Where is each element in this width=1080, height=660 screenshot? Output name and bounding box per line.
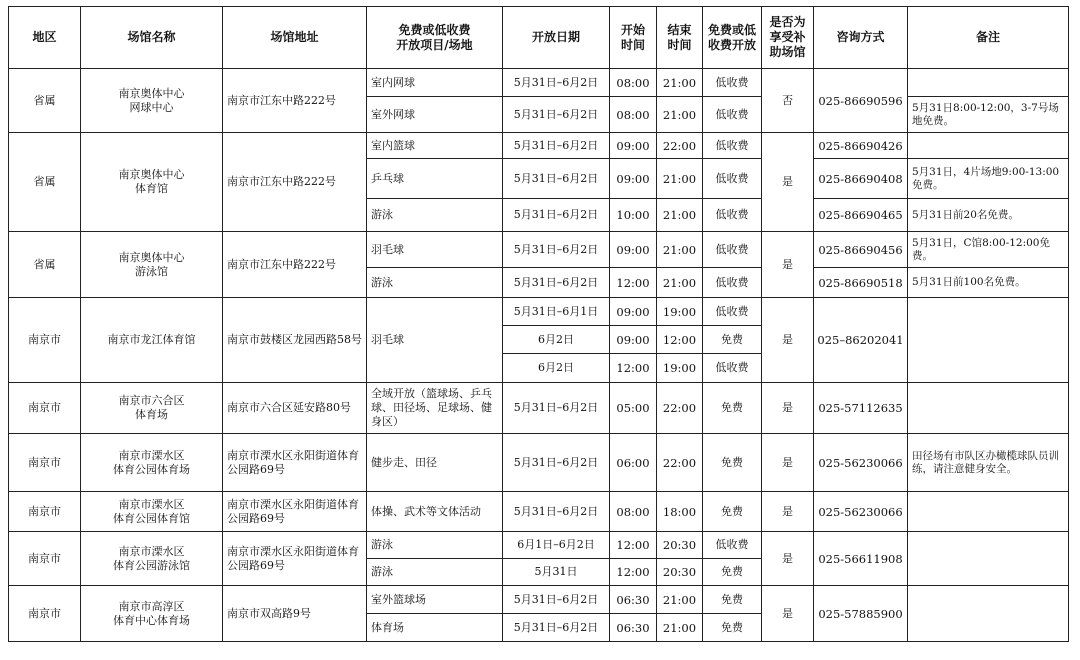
start-time-cell: 08:00 [610, 97, 657, 133]
date-cell: 5月31日–6月2日 [503, 586, 610, 614]
subsidy-cell: 是 [762, 434, 814, 492]
date-cell: 5月31日–6月2日 [503, 383, 610, 434]
contact-cell: 025-86690518 [814, 268, 908, 298]
fee-type-cell: 免费 [703, 614, 762, 642]
start-time-cell: 09:00 [610, 232, 657, 268]
start-time-cell: 12:00 [610, 268, 657, 298]
region-cell: 南京市 [9, 383, 81, 434]
fee-type-cell: 免费 [703, 586, 762, 614]
end-time-cell: 21:00 [657, 268, 703, 298]
start-time-cell: 10:00 [610, 199, 657, 232]
notes-cell [908, 532, 1069, 586]
end-time-cell: 21:00 [657, 199, 703, 232]
contact-cell: 025-86690408 [814, 159, 908, 199]
header-notes: 备注 [908, 7, 1069, 69]
end-time-cell: 22:00 [657, 383, 703, 434]
fee-type-cell: 低收费 [703, 268, 762, 298]
subsidy-cell: 是 [762, 383, 814, 434]
table-row [9, 298, 1069, 326]
end-time-cell: 21:00 [657, 69, 703, 97]
date-cell: 6月1日–6月2日 [503, 532, 610, 559]
contact-cell: 025-86690596 [814, 69, 908, 133]
venue-name-cell: 南京市溧水区 体育公园体育场 [81, 434, 223, 492]
date-cell: 5月31日–6月2日 [503, 133, 610, 159]
start-time-cell: 09:00 [610, 159, 657, 199]
fee-type-cell: 免费 [703, 492, 762, 532]
end-time-cell: 18:00 [657, 492, 703, 532]
venue-table [8, 6, 1069, 642]
venue-address-cell: 南京市溧水区永阳街道体育公园路69号 [223, 492, 367, 532]
start-time-cell: 12:00 [610, 532, 657, 559]
contact-cell: 025-56230066 [814, 492, 908, 532]
item-cell: 室外篮球场 [367, 586, 503, 614]
item-cell: 健步走、田径 [367, 434, 503, 492]
table-row [9, 69, 1069, 97]
header-fee-type: 免费或低 收费开放 [703, 7, 762, 69]
end-time-cell: 19:00 [657, 298, 703, 326]
start-time-cell: 09:00 [610, 326, 657, 354]
notes-cell: 5月31日，C馆8:00-12:00免费。 [908, 232, 1069, 268]
end-time-cell: 21:00 [657, 614, 703, 642]
venue-name-cell: 南京奥体中心 游泳馆 [81, 232, 223, 298]
date-cell: 6月2日 [503, 354, 610, 383]
header-venue-name: 场馆名称 [81, 7, 223, 69]
header-open-item: 免费或低收费 开放项目/场地 [367, 7, 503, 69]
date-cell: 5月31日–6月2日 [503, 69, 610, 97]
venue-address-cell: 南京市鼓楼区龙园西路58号 [223, 298, 367, 383]
start-time-cell: 09:00 [610, 298, 657, 326]
table-row [9, 586, 1069, 614]
start-time-cell: 06:30 [610, 614, 657, 642]
item-cell: 全域开放（篮球场、乒乓球、田径场、足球场、健身区） [367, 383, 503, 434]
fee-type-cell: 免费 [703, 434, 762, 492]
end-time-cell: 20:30 [657, 532, 703, 559]
start-time-cell: 06:00 [610, 434, 657, 492]
header-start-time: 开始 时间 [610, 7, 657, 69]
date-cell: 5月31日–6月2日 [503, 434, 610, 492]
fee-type-cell: 低收费 [703, 97, 762, 133]
end-time-cell: 21:00 [657, 586, 703, 614]
notes-cell [908, 298, 1069, 383]
venue-address-cell: 南京市江东中路222号 [223, 133, 367, 232]
item-cell: 乒乓球 [367, 159, 503, 199]
subsidy-cell: 是 [762, 532, 814, 586]
contact-cell: 025–86202041 [814, 298, 908, 383]
item-cell: 游泳 [367, 268, 503, 298]
item-cell: 羽毛球 [367, 232, 503, 268]
venue-name-cell: 南京市六合区 体育场 [81, 383, 223, 434]
table-row [9, 232, 1069, 268]
table-row [9, 492, 1069, 532]
subsidy-cell: 是 [762, 298, 814, 383]
region-cell: 省属 [9, 133, 81, 232]
region-cell: 省属 [9, 232, 81, 298]
header-region: 地区 [9, 7, 81, 69]
region-cell: 南京市 [9, 298, 81, 383]
item-cell: 体育场 [367, 614, 503, 642]
region-cell: 南京市 [9, 492, 81, 532]
date-cell: 5月31日–6月1日 [503, 298, 610, 326]
start-time-cell: 12:00 [610, 354, 657, 383]
notes-cell [908, 492, 1069, 532]
notes-cell: 5月31日8:00-12:00，3-7号场地免费。 [908, 97, 1069, 133]
date-cell: 5月31日 [503, 559, 610, 586]
fee-type-cell: 低收费 [703, 133, 762, 159]
item-cell: 体操、武术等文体活动 [367, 492, 503, 532]
fee-type-cell: 免费 [703, 383, 762, 434]
date-cell: 6月2日 [503, 326, 610, 354]
fee-type-cell: 低收费 [703, 199, 762, 232]
end-time-cell: 12:00 [657, 326, 703, 354]
notes-cell: 5月31日前100名免费。 [908, 268, 1069, 298]
notes-cell: 5月31日，4片场地9:00-13:00免费。 [908, 159, 1069, 199]
venue-name-cell: 南京市溧水区 体育公园游泳馆 [81, 532, 223, 586]
subsidy-cell: 是 [762, 492, 814, 532]
contact-cell: 025-56611908 [814, 532, 908, 586]
contact-cell: 025-86690456 [814, 232, 908, 268]
fee-type-cell: 低收费 [703, 532, 762, 559]
contact-cell: 025-57885900 [814, 586, 908, 642]
fee-type-cell: 低收费 [703, 69, 762, 97]
venue-address-cell: 南京市江东中路222号 [223, 69, 367, 133]
start-time-cell: 09:00 [610, 133, 657, 159]
notes-cell [908, 383, 1069, 434]
contact-cell: 025-57112635 [814, 383, 908, 434]
table-row [9, 383, 1069, 434]
header-open-date: 开放日期 [503, 7, 610, 69]
region-cell: 南京市 [9, 532, 81, 586]
item-cell: 室内篮球 [367, 133, 503, 159]
item-cell: 羽毛球 [367, 298, 503, 383]
subsidy-cell: 是 [762, 232, 814, 298]
end-time-cell: 19:00 [657, 354, 703, 383]
table-row [9, 434, 1069, 492]
venue-address-cell: 南京市溧水区永阳街道体育公园路69号 [223, 532, 367, 586]
subsidy-cell: 否 [762, 69, 814, 133]
venue-name-cell: 南京市高淳区 体育中心体育场 [81, 586, 223, 642]
date-cell: 5月31日–6月2日 [503, 492, 610, 532]
fee-type-cell: 低收费 [703, 159, 762, 199]
date-cell: 5月31日–6月2日 [503, 232, 610, 268]
region-cell: 南京市 [9, 434, 81, 492]
fee-type-cell: 免费 [703, 559, 762, 586]
date-cell: 5月31日–6月2日 [503, 614, 610, 642]
fee-type-cell: 低收费 [703, 232, 762, 268]
start-time-cell: 08:00 [610, 492, 657, 532]
item-cell: 游泳 [367, 532, 503, 559]
start-time-cell: 06:30 [610, 586, 657, 614]
start-time-cell: 08:00 [610, 69, 657, 97]
date-cell: 5月31日–6月2日 [503, 199, 610, 232]
contact-cell: 025-56230066 [814, 434, 908, 492]
end-time-cell: 22:00 [657, 133, 703, 159]
header-venue-address: 场馆地址 [223, 7, 367, 69]
notes-cell [908, 586, 1069, 642]
venue-address-cell: 南京市江东中路222号 [223, 232, 367, 298]
end-time-cell: 21:00 [657, 232, 703, 268]
item-cell: 游泳 [367, 199, 503, 232]
header-row [9, 7, 1069, 69]
venue-name-cell: 南京奥体中心 体育馆 [81, 133, 223, 232]
fee-type-cell: 免费 [703, 326, 762, 354]
venue-address-cell: 南京市溧水区永阳街道体育公园路69号 [223, 434, 367, 492]
item-cell: 室外网球 [367, 97, 503, 133]
table-row [9, 532, 1069, 559]
venue-name-cell: 南京市溧水区 体育公园体育馆 [81, 492, 223, 532]
venue-address-cell: 南京市双高路9号 [223, 586, 367, 642]
date-cell: 5月31日–6月2日 [503, 97, 610, 133]
date-cell: 5月31日–6月2日 [503, 268, 610, 298]
venue-name-cell: 南京市龙江体育馆 [81, 298, 223, 383]
contact-cell: 025-86690426 [814, 133, 908, 159]
notes-cell: 田径场有市队区办橄榄球队员训练，请注意健身安全。 [908, 434, 1069, 492]
subsidy-cell: 是 [762, 133, 814, 232]
header-subsidy: 是否为 享受补 助场馆 [762, 7, 814, 69]
header-end-time: 结束 时间 [657, 7, 703, 69]
start-time-cell: 12:00 [610, 559, 657, 586]
notes-cell [908, 133, 1069, 159]
end-time-cell: 22:00 [657, 434, 703, 492]
start-time-cell: 05:00 [610, 383, 657, 434]
end-time-cell: 21:00 [657, 159, 703, 199]
end-time-cell: 21:00 [657, 97, 703, 133]
subsidy-cell: 是 [762, 586, 814, 642]
end-time-cell: 20:30 [657, 559, 703, 586]
venue-name-cell: 南京奥体中心 网球中心 [81, 69, 223, 133]
notes-cell: 5月31日前20名免费。 [908, 199, 1069, 232]
venue-address-cell: 南京市六合区延安路80号 [223, 383, 367, 434]
item-cell: 室内网球 [367, 69, 503, 97]
fee-type-cell: 低收费 [703, 298, 762, 326]
notes-cell [908, 69, 1069, 97]
date-cell: 5月31日–6月2日 [503, 159, 610, 199]
contact-cell: 025-86690465 [814, 199, 908, 232]
item-cell: 游泳 [367, 559, 503, 586]
region-cell: 南京市 [9, 586, 81, 642]
region-cell: 省属 [9, 69, 81, 133]
fee-type-cell: 低收费 [703, 354, 762, 383]
header-contact: 咨询方式 [814, 7, 908, 69]
table-row [9, 133, 1069, 159]
